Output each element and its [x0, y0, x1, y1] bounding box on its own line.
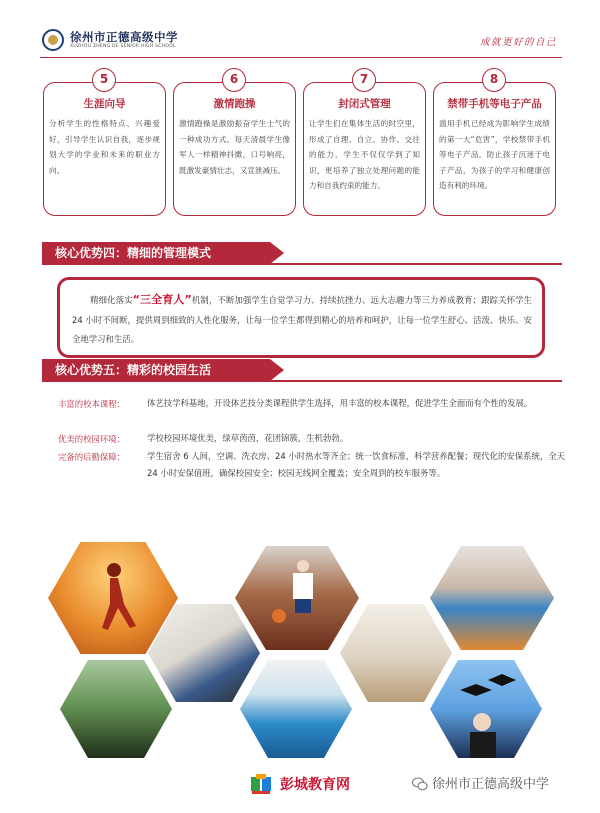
card-text: 激情跑操是激励振奋学生士气的一种成功方式。每天清晨学生像军人一样精神抖擞，口号响亮，既激发豪情壮志，又宣泄减压。 — [179, 119, 290, 175]
card-number: 6 — [222, 68, 246, 92]
card-text: 让学生们在集体生活的时空里，形成了自理、自立、协作、交往的能力，学生不仅仅学到了知识，更培养了独立处理问题的能力和自我约束的能力。 — [309, 119, 420, 190]
row-label-logistics: 完备的后勤保障： — [58, 452, 125, 462]
book-logo-icon — [250, 773, 272, 795]
pool-photo — [240, 660, 352, 758]
management-text-before: 精细化落实 — [90, 295, 133, 305]
basketball-photo — [235, 546, 359, 650]
arena-photo — [430, 546, 554, 650]
school-logo — [42, 29, 64, 51]
card-title: 激情跑操 — [213, 98, 256, 110]
grad-cap-icon — [430, 660, 542, 758]
wechat-icon — [412, 776, 428, 792]
management-text — [72, 290, 532, 350]
school-name: 徐州市正德高级中学 — [70, 30, 178, 44]
motto: 成就更好的自己 — [480, 37, 558, 48]
card-text: 滥用手机已经成为影响学生成绩的第一大“危害”，学校禁带手机等电子产品，防止孩子沉迷于电子产品，为孩子的学习和健康创造有利的环境。 — [439, 119, 550, 190]
card-number: 7 — [352, 68, 376, 92]
card-text: 分析学生的性格特点、兴趣爱好，引导学生认识自我，逐步规划大学的学业和未来的职业方向。 — [49, 119, 160, 175]
management-text-after: 机制，不断加强学生自觉学习力、持续抗挫力、远大志趣力等三力养成教育；跟踪关怀学生 24 小时不间断，提供周到细致的人性化服务，让每一位学生都得到精心的培养和呵护，让每一位学生舒心、活泼、快乐、安全地学习和生活。 — [72, 295, 533, 344]
row-text-logistics: 学生宿舍 6 人间，空调、洗衣房、24 小时热水等齐全；统一饮食标准，科学营养配餐；现代化的安保系统，全天 24 小时安保值班，确保校园安全；校园无线网全覆盖；安全周到的校车服务等。 — [147, 451, 565, 478]
three-all-highlight: “三全育人” — [132, 293, 192, 306]
section4-title: 核心优势四：精细的管理模式 — [55, 246, 212, 260]
footer-brand: 彭城教育网 — [280, 777, 350, 793]
students-photo — [60, 660, 172, 758]
graduation-photo — [430, 660, 542, 758]
row-label-environment: 优美的校园环境： — [58, 434, 125, 444]
school-name-en: XUZHOU ZHENG DE SENIOR HIGH SCHOOL — [70, 44, 176, 49]
footer-wechat-name: 徐州市正德高级中学 — [432, 777, 550, 792]
row-text-environment: 学校校园环境优美，绿草茵茵，花团锦簇，生机勃勃。 — [147, 433, 348, 443]
card-title: 生涯向导 — [83, 98, 126, 110]
card-title: 禁带手机等电子产品 — [447, 98, 542, 110]
row-text-curriculum: 体艺技学科基地，开设体艺技分类课程供学生选择，用丰富的校本课程，促进学生全面而有个性的发展。 — [147, 398, 533, 408]
hall-photo — [340, 604, 452, 702]
row-label-curriculum: 丰富的校本课程： — [58, 399, 125, 409]
header-divider — [40, 57, 562, 58]
card-number: 8 — [482, 68, 506, 92]
card-title: 封闭式管理 — [338, 98, 391, 110]
section5-title: 核心优势五：精彩的校园生活 — [55, 363, 212, 377]
card-number: 5 — [92, 68, 116, 92]
player-icon — [235, 546, 359, 650]
